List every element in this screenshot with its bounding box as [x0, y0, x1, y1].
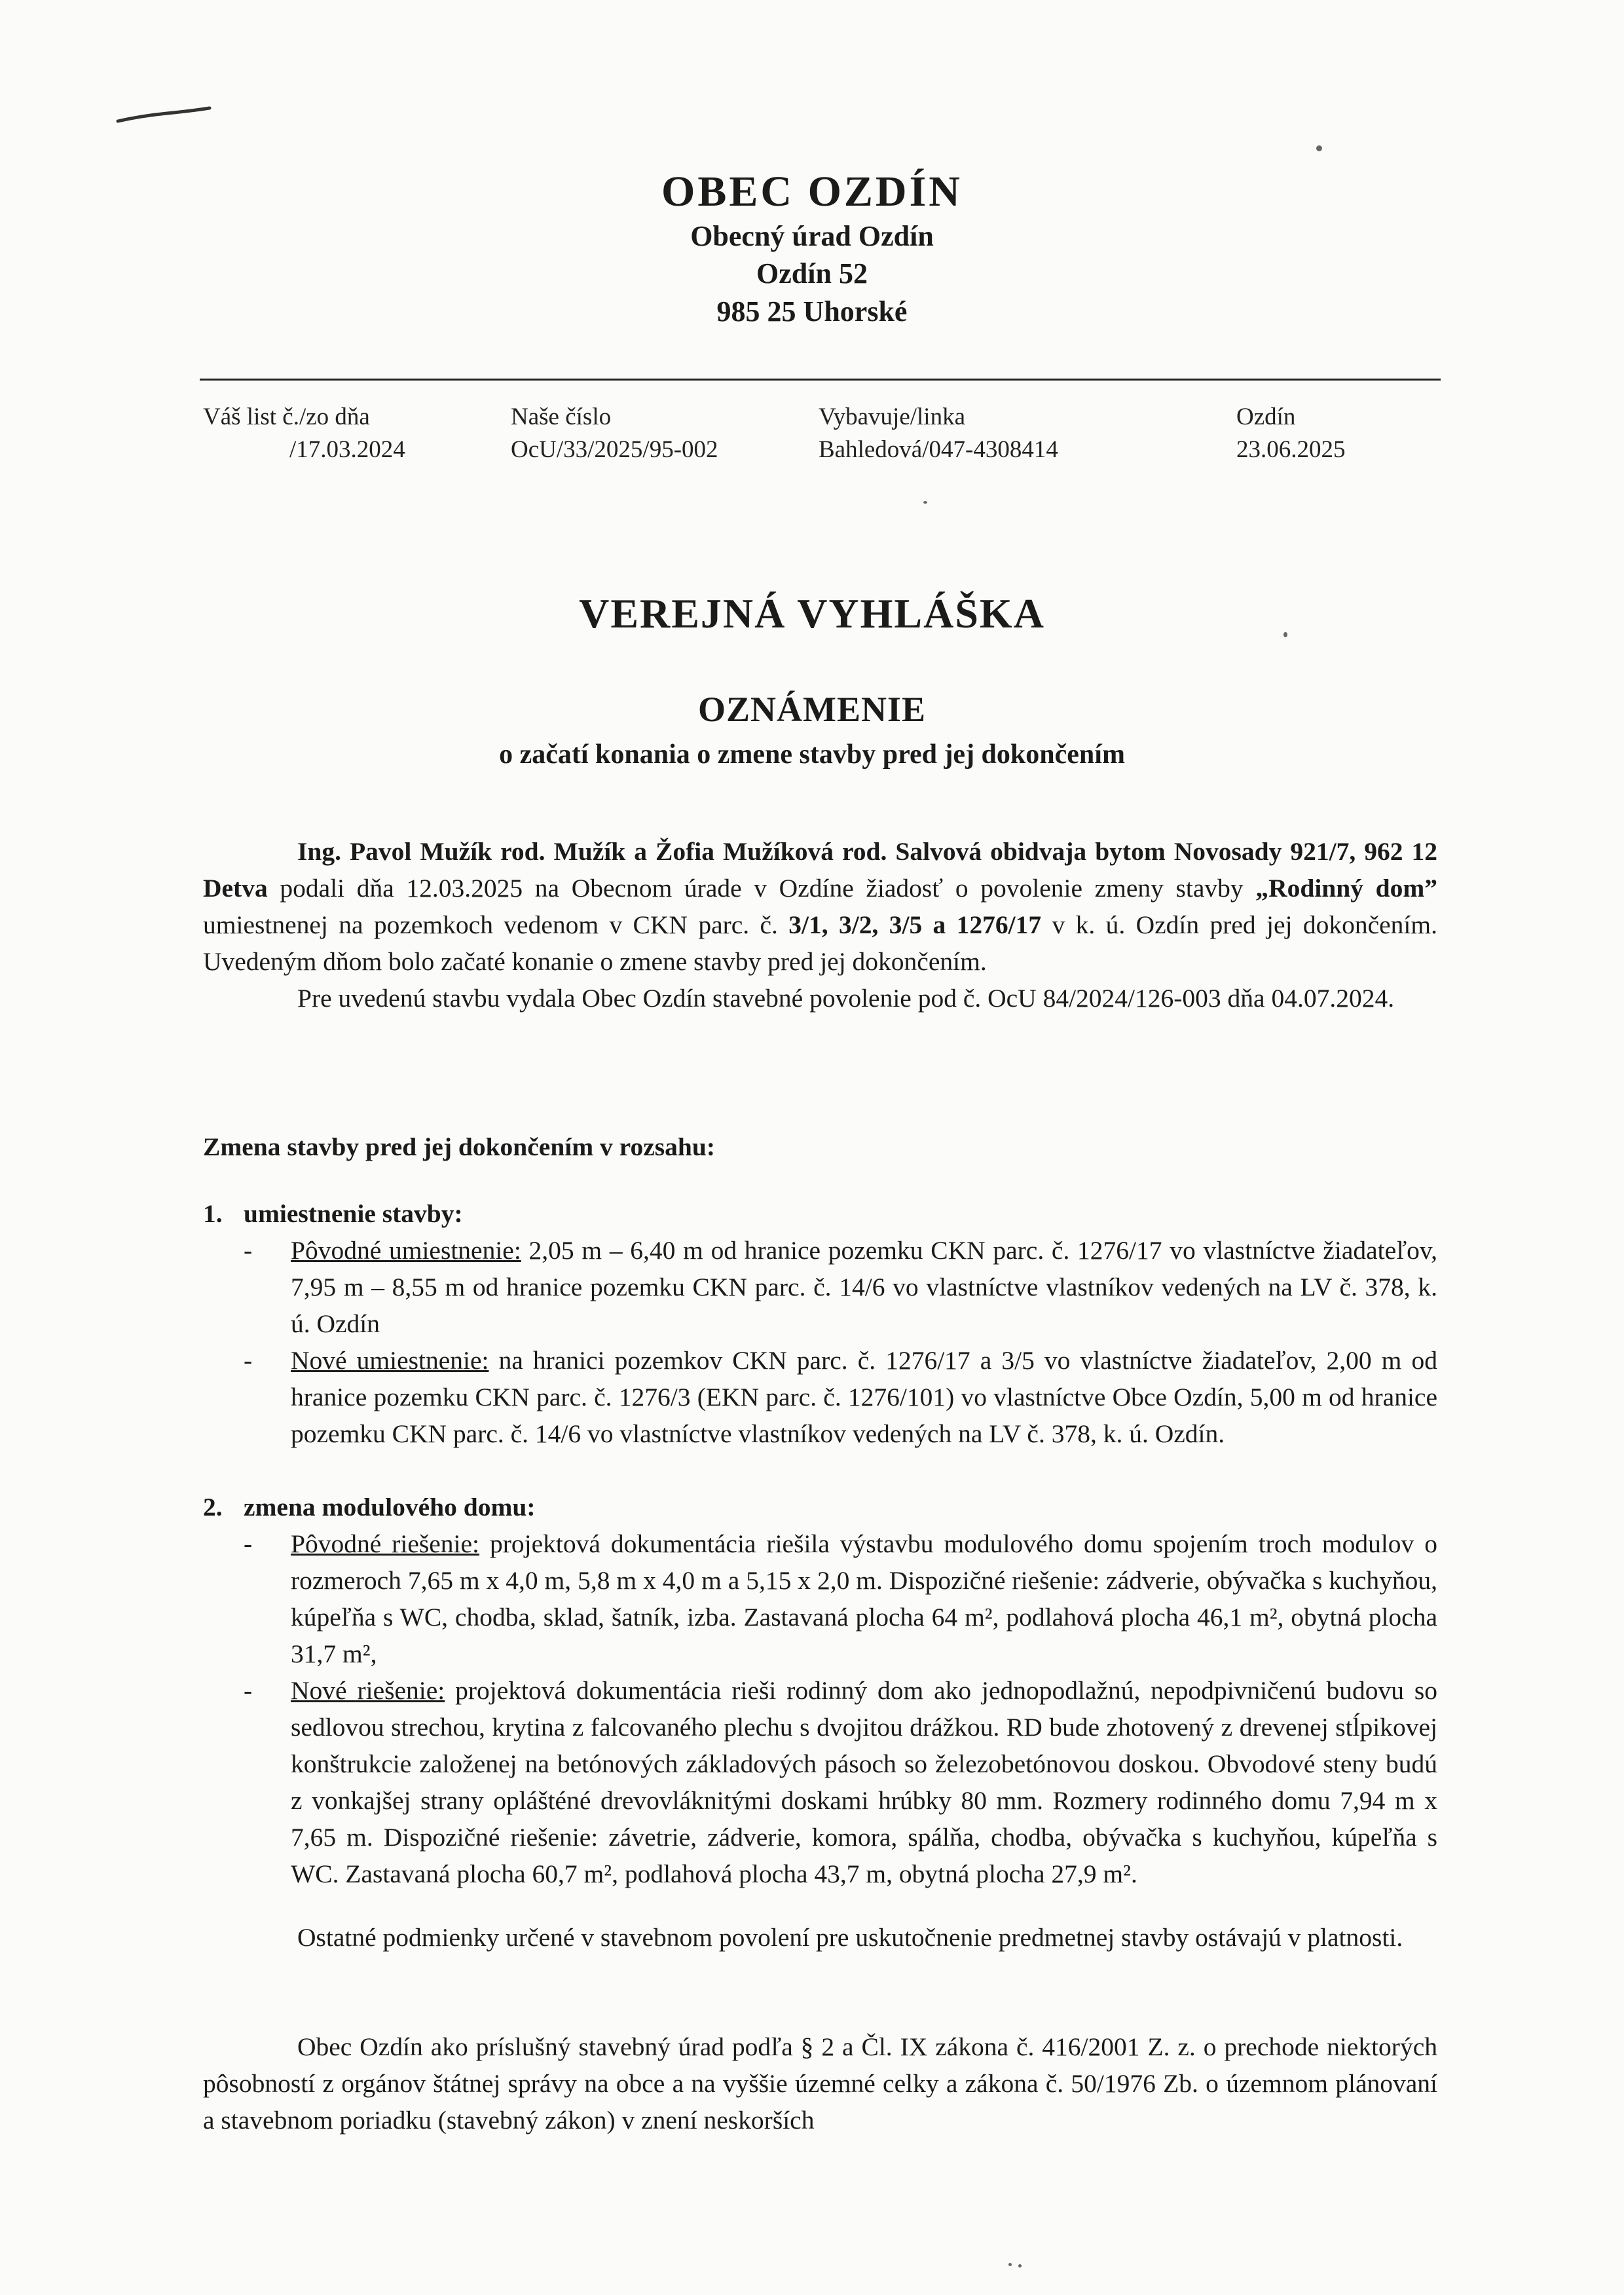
office-address: Ozdín 52: [756, 257, 868, 289]
intro-text-3: v k. ú. Ozdín pred jej dokončením. Uvedeným dňom bolo začaté konanie o zmene stavby pred jej dokončením.: [203, 910, 1437, 976]
place-date-block: [1236, 401, 1346, 466]
item-2-number: 2.: [203, 1493, 223, 1521]
permit-paragraph: Pre uvedenú stavbu vydala Obec Ozdín stavebné povolenie pod č. OcU 84/2024/126-003 dňa 04.07.2024.: [297, 984, 1395, 1013]
office-name: Obecný úrad Ozdín: [690, 220, 934, 252]
intro-paragraph: [203, 833, 1437, 980]
scan-speck: [1316, 145, 1322, 151]
list-item: [291, 1342, 1437, 1452]
scan-speck: [1283, 632, 1287, 637]
handled-by-label: Vybavuje/linka: [819, 403, 966, 430]
notice-subheading: o začatí konania o zmene stavby pred jej dokončením: [499, 739, 1125, 770]
bullet-dash: -: [244, 1236, 253, 1265]
intro-text-2: umiestnenej na pozemkoch vedenom v CKN parc. č.: [203, 910, 789, 939]
list-item: [291, 1525, 1437, 1672]
intro-text-1: podali dňa 12.03.2025 na Obecnom úrade v Ozdíne žiadosť o povolenie zmeny stavby: [267, 874, 1256, 903]
entry-label: Pôvodné umiestnenie:: [291, 1236, 521, 1265]
municipality-title: OBEC OZDÍN: [661, 168, 963, 215]
our-number-value: OcU/33/2025/95-002: [511, 436, 718, 463]
entry-label: Nové umiestnenie:: [291, 1346, 489, 1375]
handled-by-block: [819, 401, 1058, 466]
entry-label: Nové riešenie:: [291, 1676, 445, 1705]
office-postal: 985 25 Uhorské: [716, 295, 908, 327]
applicants: Ing. Pavol Mužík rod. Mužík a Žofia Mužíková rod. Salvová obidvaja bytom Novosady 921/7, 962 12 Detva: [203, 837, 1437, 903]
list-item: [291, 1672, 1437, 1892]
header-divider: [200, 379, 1441, 381]
handled-by-value: Bahledová/047-4308414: [819, 436, 1058, 463]
item-1-title: umiestnenie stavby:: [244, 1199, 463, 1228]
entry-text: projektová dokumentácia rieši rodinný dom ako jednopodlažnú, nepodpivničenú budovu so sedlovou strechou, krytina z falcovaného plechu s dvojitou drážkou. RD bude zhotovený z drevenej stĺpikovej konštrukcie založenej na betónových základových pásoch so železobetónovou doskou. Obvodové steny budú z vonkajšej strany oplášténé drevovláknitými doskami hrúbky 80 mm. Rozmery rodinného domu 7,94 m x 7,65 m. Dispozičné riešenie: závetrie, zádverie, komora, spálňa, chodba, obývačka s kuchyňou, kúpeľňa s WC. Zastavaná plocha 60,7 m², podlahová plocha 43,7 m, obytná plocha 27,9 m².: [291, 1676, 1437, 1888]
scan-speck: [1018, 2264, 1022, 2267]
closing-text-2: Obec Ozdín ako príslušný stavebný úrad podľa § 2 a Čl. IX zákona č. 416/2001 Z. z. o prechode niektorých pôsobností z orgánov štátnej správy na obce a na vyššie územné celky a zákona č. 50/1976 Zb. o územnom plánovaní a stavebnom poriadku (stavebný zákon) v znení neskorších: [203, 2032, 1437, 2135]
our-number-label: Naše číslo: [511, 403, 612, 430]
scan-speck: [1008, 2263, 1012, 2266]
entry-text: na hranici pozemkov CKN parc. č. 1276/17 a 3/5 vo vlastníctve žiadateľov, 2,00 m od hranice pozemku CKN parc. č. 1276/3 (EKN parc. č. 1276/101) vo vlastníctve Obce Ozdín, 5,00 m od hranice pozemku CKN parc. č. 14/6 vo vlastníctve vlastníkov vedených na LV č. 378, k. ú. Ozdín.: [291, 1346, 1437, 1448]
document-heading: VEREJNÁ VYHLÁŠKA: [579, 590, 1045, 637]
closing-text-1: Ostatné podmienky určené v stavebnom povolení pre uskutočnenie predmetnej stavby ostávajú v platnosti.: [297, 1923, 1403, 1952]
list-item: [291, 1232, 1437, 1342]
place-label: Ozdín: [1236, 403, 1296, 430]
bullet-dash: -: [244, 1529, 253, 1558]
entry-text: 2,05 m – 6,40 m od hranice pozemku CKN parc. č. 1276/17 vo vlastníctve žiadateľov, 7,95 m – 8,55 m od hranice pozemku CKN parc. č. 14/6 vo vlastníctve vlastníkov vedených na LV č. 378, k. ú. Ozdín: [291, 1236, 1437, 1338]
entry-label: Pôvodné riešenie:: [291, 1529, 480, 1558]
item-2-title: zmena modulového domu:: [244, 1493, 536, 1521]
intro-section: [203, 833, 1437, 1017]
notice-heading: OZNÁMENIE: [697, 690, 927, 729]
item-1-number: 1.: [203, 1199, 223, 1228]
parcel-numbers: 3/1, 3/2, 3/5 a 1276/17: [788, 910, 1042, 939]
bullet-dash: -: [244, 1346, 253, 1375]
your-letter-label: Váš list č./zo dňa: [203, 403, 370, 430]
your-letter-value: /17.03.2024: [289, 436, 405, 463]
closing-paragraph-2: [203, 2028, 1437, 2138]
scan-speck: [923, 501, 927, 504]
your-letter-block: [203, 401, 405, 466]
scope-heading: Zmena stavby pred jej dokončením v rozsahu:: [203, 1132, 715, 1161]
pen-scribble-mark: [115, 102, 213, 128]
closing-paragraph-1: [203, 1919, 1437, 1956]
building-name: „Rodinný dom”: [1255, 874, 1437, 903]
date-value: 23.06.2025: [1236, 436, 1346, 463]
bullet-dash: -: [244, 1676, 253, 1705]
our-number-block: [511, 401, 718, 466]
entry-text: projektová dokumentácia riešila výstavbu modulového domu spojením troch modulov o rozmeroch 7,65 m x 4,0 m, 5,8 m x 4,0 m a 5,15 x 2,0 m. Dispozičné riešenie: zádverie, obývačka s kuchyňou, kúpeľňa s WC, chodba, sklad, šatník, izba. Zastavaná plocha 64 m², podlahová plocha 46,1 m², obytná plocha 31,7 m²,: [291, 1529, 1438, 1668]
